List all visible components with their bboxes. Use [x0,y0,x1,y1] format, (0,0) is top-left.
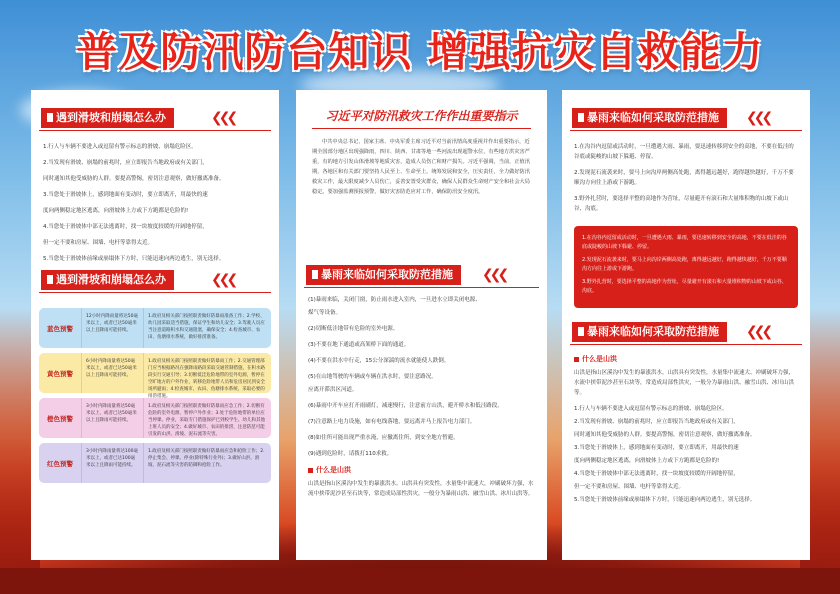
subheading-body: 山洪是指山区溪沟中发生的暴涨洪水。山洪具有突发性，水量集中流速大、冲刷破坏力强，水流中挟带泥沙甚至石块等，常造成局部性洪灾，一般分为暴雨山洪、融雪山洪、冰川山洪等。 [574,370,795,396]
paragraph: 3.野外扎营时，要选择平整的高地作为营址，尽量避开有滚石和大量堆积物的山坡下或山谷、沟底。 [574,196,789,212]
chevron-left-icon: ❮❮❮ [211,110,235,126]
square-icon [308,468,313,473]
instruction-body: 中共中央总书记、国家主席、中央军委主席习近平对当前汛情高度重视并作出重要指示，近期全国部分地区出现强降雨，四川、陕西、甘肃等地一些河流出现超警水位，有些地方洪灾害严重，有的地方引发山体滑坡等地质灾害，造成人员伤亡和财产损失。习近平强调，当前，正值汛期，各地区和有关部门要坚持人民至上、生命至上，统筹发展和安全，压实责任，全力做好防汛救灾工作，最大限度减少人员伤亡，妥善安置受灾群众，确保人民群众生命财产安全和社会大局稳定。要加强监测预报预警，做好灾害防范应对工作，确保防汛安全度汛。 [312,139,530,195]
highlight-item: 2.发现泥石流袭来时，要马上向沟岸两侧高处跑，离得越远越好，跑得越快越好，千万不要顺沟方向往上游或下游跑。 [582,257,787,272]
square-icon [312,270,318,279]
warning-criteria: 3小时内降雨量将达50毫米以上，或者已达50毫米以上且降雨可能持续。 [81,398,143,438]
list-item: 3.当您处于滑坡体上，感到地面有变动时，要立即离开，用最快的速 [574,445,739,451]
highlight-box [574,226,798,308]
section-body [31,142,279,264]
middle-panel [296,90,547,560]
measures-list [296,295,547,459]
paragraph: 1.行人与车辆不要进入或逗留有警示标志的滑坡、崩塌危险区。 [43,144,197,150]
divider [312,128,531,129]
section-header [31,270,279,290]
divider [570,130,802,131]
square-icon [47,113,53,122]
subheading-body: 山洪是指山区溪沟中发生的暴涨洪水。山洪具有突发性，水量集中流速大，冲刷破坏力强，水流中挟带泥沙甚至石块等，常造成局部性洪灾，一般分为暴雨山洪、融雪山洪、冰川山洪等。 [308,481,534,497]
section-header-text: 遇到滑坡和崩塌怎么办 [56,111,166,124]
subheading [296,465,547,475]
list-item: (6)暴雨中开车应打开雨刷灯，减速慢行，注意前方山洪，避开桥水和低洼路段。 [308,403,503,409]
subheading-text: 什么是山洪 [316,466,351,474]
divider [570,344,802,345]
warning-level: 红色预警 [47,459,73,468]
bottom-band [0,568,840,594]
section-header-text: 暴雨来临如何采取防范措施 [587,111,719,124]
warning-level: 蓝色预警 [47,324,73,333]
list-item: (7)注意路上电力设施，如有电线落地，要远离并马上报告电力部门。 [308,419,476,425]
highlight-item: 1.在沟谷内逗留或活动时，一旦遭遇大雨、暴雨，要迅速转移到安全的高地，不要在低洼的谷底或陡峻的山坡下躲避、停留。 [582,235,787,250]
list-item: (3)不要在地下通道或高架桥下面的通道。 [308,342,410,348]
list-item: 2.当发现有滑坡、崩塌的前兆时，应立即报告当地政府或有关部门， [574,419,739,425]
section-header [562,322,810,342]
list-item: 4.当您处于滑坡体中部无法逃离时，找一块坡度较缓的开阔地停留， [574,471,739,477]
list-item: 5.当您处于滑坡体前缘或崩塌体下方时，只能迅速向两边逃生，别无选择。 [574,497,756,503]
list-item: 度向两侧稳定地区逃离，向滑坡体上方或下方跑都是危险的! [574,458,720,464]
paragraph: 2.发现泥石流袭来时，要马上向沟岸两侧高处跑，离得越远越好，跑得越快越好，千万不要顺沟方向往上游或下游跑。 [574,170,794,186]
square-icon [47,275,53,284]
paragraph: 1.在沟谷内逗留或活动时，一旦遭遇大雨、暴雨，要迅速转移到安全的高地，不要在低洼的谷底或陡峻的山坡下躲避、停留。 [574,144,794,160]
square-icon [574,357,579,362]
warning-criteria: 3小时内降雨量将达100毫米以上，或者已达100毫米以上且降雨可能持续。 [81,443,143,483]
section-header-text: 暴雨来临如何采取防范措施 [587,325,719,338]
paragraph: 5.当您处于滑坡体前缘或崩塌体下方时，只能迅速向两边逃生，别无选择。 [43,256,225,262]
list-item: 煤气等设备。 [308,310,342,316]
section-header [562,108,810,128]
list-item: (2)切断低洼地带有危险的室外电源。 [308,326,399,332]
chevron-left-icon: ❮❮❮ [211,272,235,288]
warning-row-orange [39,398,271,438]
section-body [562,142,810,214]
warning-criteria: 6小时内降雨量将达50毫米以上，或者已达50毫米以上且降雨可能持续。 [81,353,143,393]
section-header-text: 遇到滑坡和崩塌怎么办 [56,273,166,286]
divider [39,292,271,293]
section-header-bar [41,270,174,290]
chevron-left-icon: ❮❮❮ [482,267,506,283]
chevron-left-icon: ❮❮❮ [746,110,770,126]
subheading [562,354,810,364]
square-icon [578,113,584,122]
list-item: (1)暴雨来临，关闭门窗，防止雨水进入室内，一旦进水立即关闭电源、 [308,297,481,303]
section-header-bar [572,108,727,128]
list-item: (8)如住所可能出现严重水淹，应撤离住所，到安全地方暂避。 [308,435,459,441]
paragraph: 2.当发现有滑坡、崩塌的前兆时，应立即报告当地政府或有关部门， [43,160,208,166]
paragraph: 但一定不要和房屋、围墙、电杆等靠得太近。 [43,240,154,246]
paragraph: 度向两侧稳定地区逃离，向滑坡体上方或下方跑都是危险的! [43,208,189,214]
subheading-text: 什么是山洪 [582,355,617,363]
section-header [296,265,547,285]
warning-table [39,308,271,483]
list-item: 1.行人与车辆不要进入或逗留有警示标志的滑坡、崩塌危险区。 [574,406,728,412]
highlight-item: 3.野外扎营时，要选择平整的高地作为营址，尽量避开有滚石和大量堆积物的山坡下或山谷、沟底。 [582,279,787,294]
warning-measures: 1.政府及相关部门按照职责做好防暴雨准备工作；2.学校、幼儿园采取适当措施，保证学生和幼儿安全；3.驾驶人员应当注意道路积水和交通阻塞，确保安全；4.检查城市、农田、鱼塘排水系统，做好排涝准备。 [143,308,271,348]
warning-measures: 1.政府及相关部门按照职责做好防暴雨应急和抢险工作；2.停止集会、停课、停业(除特殊行业外)；3.做好山洪、滑坡、泥石流等灾害的防御和抢险工作。 [143,443,271,483]
list-item: (9)遇到危险时，请拨打110求救。 [308,451,393,457]
paragraph: 同时通知其他受威胁的人群。要提高警惕，密切注意观察，做好撤离准备。 [43,176,225,182]
section-header-text: 暴雨来临如何采取防范措施 [321,268,453,281]
left-panel [31,90,279,560]
list-item: 但一定不要和房屋、围墙、电杆等靠得太近。 [574,484,685,490]
paragraph: 4.当您处于滑坡体中部无法逃离时，找一块坡度较缓的开阔地停留， [43,224,208,230]
section-header-bar [572,322,727,342]
warning-row-blue [39,308,271,348]
warning-measures: 1.政府及相关部门按照职责做好防暴雨工作；2.交通管理部门应当根据路况在强降雨路段采取交通管制措施，在积水路段实行交通引导；3.切断低洼危险地带的室外电源，暂停在空旷地方的户外作业，转移危险地带人员和危房居民到安全场所避雨；4.检查城市、农田、鱼塘排水系统，采取必要的排涝措施。 [143,353,271,393]
right-panel [562,90,810,560]
page-title: 普及防汛防台知识 增强抗灾自救能力 [76,28,764,76]
divider [39,130,271,131]
warning-measures: 1.政府及相关部门按照职责做好防暴雨应急工作；2.切断有危险的室外电源，暂停户外作业；3.处于危险地带的单位应当停课、停业，采取专门措施保护已到校学生、幼儿和其他上班人员的安全；4.做好城市、农田的排涝，注意防范可能引发的山洪、滑坡、泥石流等灾害。 [143,398,271,438]
list-item: (5)在山地驾驶的车辆或车辆在洪水时，要注意路况。 [308,374,437,380]
chevron-left-icon: ❮❮❮ [746,324,770,340]
warning-level: 橙色预警 [47,414,73,423]
panel-title: 习近平对防汛救灾工作作出重要指示 [325,109,518,123]
square-icon [578,327,584,336]
divider [304,287,539,288]
warning-row-yellow [39,353,271,399]
warning-criteria: 12小时内降雨量将达50毫米以上，或者已达50毫米以上且降雨可能持续。 [81,308,143,348]
section-header-bar [306,265,461,285]
warning-level: 黄色预警 [47,369,73,378]
list-item: (4)不要在洪水中行走，15公分深湍的流水就能使人跌倒。 [308,358,450,364]
paragraph: 3.当您处于滑坡体上，感到地面有变动时，要立即离开，用最快的速 [43,192,208,198]
list-item: 同时通知其他受威胁的人群。要提高警惕，密切注意观察，做好撤离准备。 [574,432,756,438]
list-item: 应离开滞洪区河道。 [308,387,358,393]
section-header-bar [41,108,174,128]
warning-row-red [39,443,271,483]
section-header [31,108,279,128]
section-body [562,404,810,505]
